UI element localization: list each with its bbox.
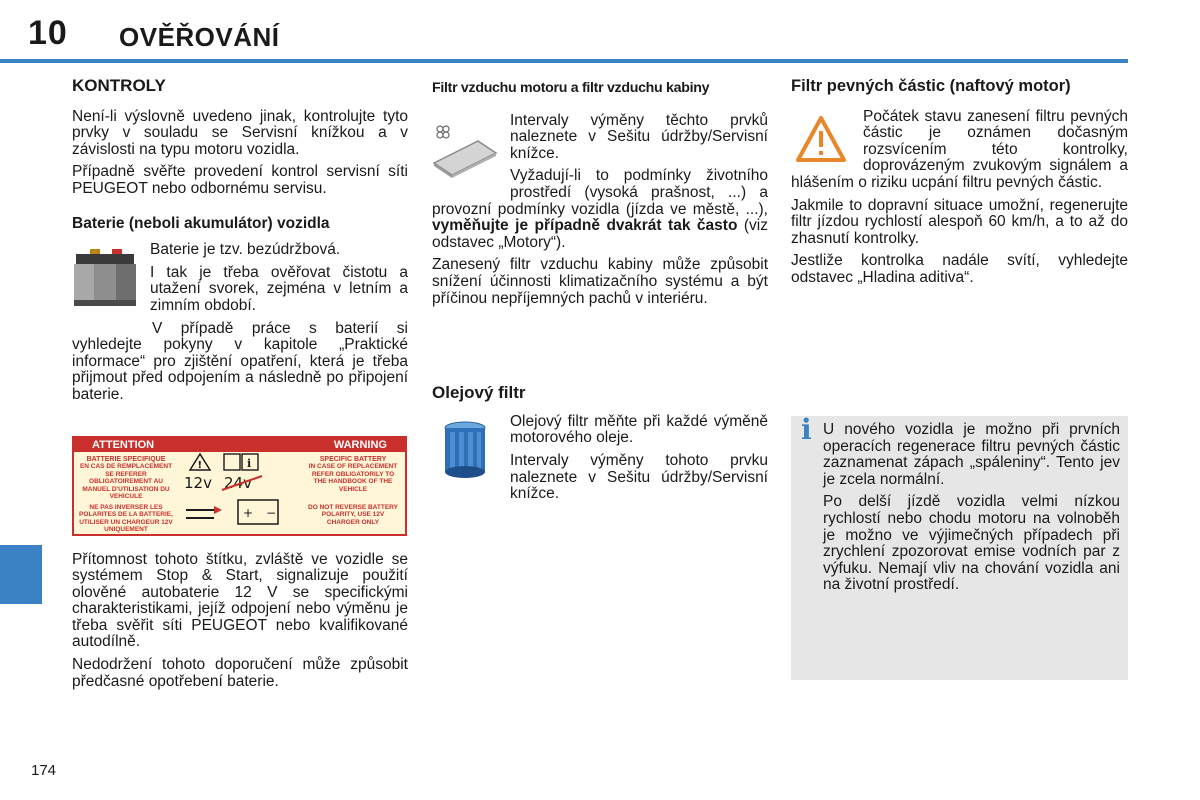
paragraph: Baterie je tzv. bezúdržbová. [150, 241, 341, 259]
paragraph: Počátek stavu zanesení filtru pevných částic je oznámen dočasným rozsvícením této kontrolky, doprovázeným zvukovým signálem a hlášením o riziku ucpání filtru pevných částic. [791, 107, 1128, 191]
paragraph: Případně svěřte provedení kontrol servisní síti PEUGEOT nebo odbornému servisu. [72, 163, 408, 197]
info-icon: i [801, 413, 812, 446]
paragraph: Intervaly výměny tohoto prvku naleznete v Sešitu údržby/Servisní knížce. [510, 451, 768, 503]
paragraph: Není-li výslovně uvedeno jinak, kontrolujte tyto prvky v souladu se Servisní knížkou a v závislosti na typu motoru vozidla. [72, 107, 408, 158]
text-run: (viz odstavec „Motory“). [432, 217, 768, 251]
label-fr-warning: NE PAS INVERSER LES POLARITES DE LA BATTERIE, UTILISER UN CHARGEUR 12V UNIQUEMENT [79, 503, 173, 534]
label-fr-title: BATTERIE SPECIFIQUE [86, 455, 166, 463]
paragraph: Intervaly výměny těchto prvků naleznete v Sešitu údržby/Servisní knížce. [510, 111, 768, 162]
chapter-title: OVĚŘOVÁNÍ [119, 22, 280, 52]
section-title-kontroly: KONTROLY [72, 76, 166, 95]
label-warning: WARNING [333, 438, 387, 451]
paragraph: I tak je třeba ověřovat čistotu a utažení svorek, zejména v letním a zimním období. [150, 263, 408, 314]
paragraph: Jestliže kontrolka nadále svítí, vyhledejte odstavec „Hladina aditiva“. [791, 252, 1128, 286]
label-en-warning: DO NOT REVERSE BATTERY POLARITY, USE 12V CHARGER ONLY [308, 503, 398, 526]
battery-icon [72, 248, 138, 313]
svg-text:i: i [247, 456, 252, 470]
chapter-number: 10 [28, 14, 68, 52]
label-fr-text [78, 456, 174, 502]
air-filter-icon [432, 123, 498, 184]
svg-text:−: − [266, 505, 277, 520]
paragraph: Olejový filtr měňte při každé výměně motorového oleje. [510, 412, 768, 447]
page-number: 174 [31, 762, 57, 779]
paragraph: Po delší jízdě vozidla velmi nízkou rychlostí nebo chodu motoru na volnoběh je možno ve výjimečných případech při zrychlení zpozorovat emise vodních par z výfuku. Nemají vliv na chování vozidla ani na životní prostředí. [823, 493, 1120, 594]
particle-filter-heading: Filtr pevných částic (naftový motor) [791, 77, 1071, 95]
emphasis: vyměňujte je případně dvakrát tak často [432, 217, 738, 235]
text-run: Vyžadují-li to podmínky životního prostředí (vysoká prašnost, ...) a provozní podmínky vozidla (jízda ve městě, ...), [432, 167, 768, 218]
chapter-side-tab [0, 545, 42, 604]
label-en-body: IN CASE OF REPLACEMENT REFER OBLIGATORILY TO THE HANDBOOK OF THE VEHICLE [308, 463, 398, 493]
oil-filter-icon [432, 418, 498, 487]
label-en-title: SPECIFIC BATTERY [319, 455, 387, 463]
air-filter-heading: Filtr vzduchu motoru a filtr vzduchu kabiny [432, 80, 710, 96]
paragraph: Přítomnost tohoto štítku, zvláště ve vozidle se systémem Stop & Start, signalizuje použití olověné autobaterie 12 V se specifickými charakteristikami, jejíž odpojení nebo výměnu je třeba svěřit síti PEUGEOT nebo kvalifikované autodílně. [72, 550, 408, 651]
svg-text:+: + [243, 505, 254, 520]
label-en-text [305, 456, 401, 494]
label-12v: 12v [184, 473, 212, 492]
oil-filter-heading: Olejový filtr [432, 383, 526, 403]
label-fr-body: EN CAS DE REMPLACEMENT SE REFERER OBLIGATOIREMENT AU MANUEL D'UTILISATION DU VEHICULE [79, 463, 173, 501]
column-checks [72, 78, 408, 696]
paragraph: Nedodržení tohoto doporučení může způsobit předčasné opotřebení baterie. [72, 656, 408, 690]
label-pictograms [180, 452, 300, 536]
info-box [791, 413, 1128, 680]
warning-triangle-icon [795, 115, 847, 168]
column-filters [432, 80, 768, 509]
battery-warning-label [72, 436, 407, 536]
paragraph: U nového vozidla je možno při prvních operacích regenerace filtru pevných částic zaznamenat zápach „spáleniny“. Tento jev je zcela normální. [823, 421, 1120, 488]
paragraph: Zanesený filtr vzduchu kabiny může způsobit snížení účinnosti klimatizačního systému a být příčinou nepříjemných pachů v interiéru. [432, 256, 768, 307]
label-24v: 24v [224, 473, 252, 492]
column-particle-filter [791, 78, 1128, 293]
battery-heading: Baterie (neboli akumulátor) vozidla [72, 214, 330, 232]
svg-text:!: ! [197, 459, 203, 471]
label-attention: ATTENTION [92, 438, 155, 451]
paragraph: V případě práce s baterií si vyhledejte pokyny v kapitole „Praktické informace“ pro zjištění opatření, která je třeba přijmout před odpojením a následně po připojení baterie. [72, 319, 408, 403]
paragraph: Jakmile to dopravní situace umožní, regenerujte filtr jízdou rychlostí alespoň 60 km/h, a to až do zhasnutí kontrolky. [791, 196, 1128, 247]
header-rule [0, 59, 1128, 63]
